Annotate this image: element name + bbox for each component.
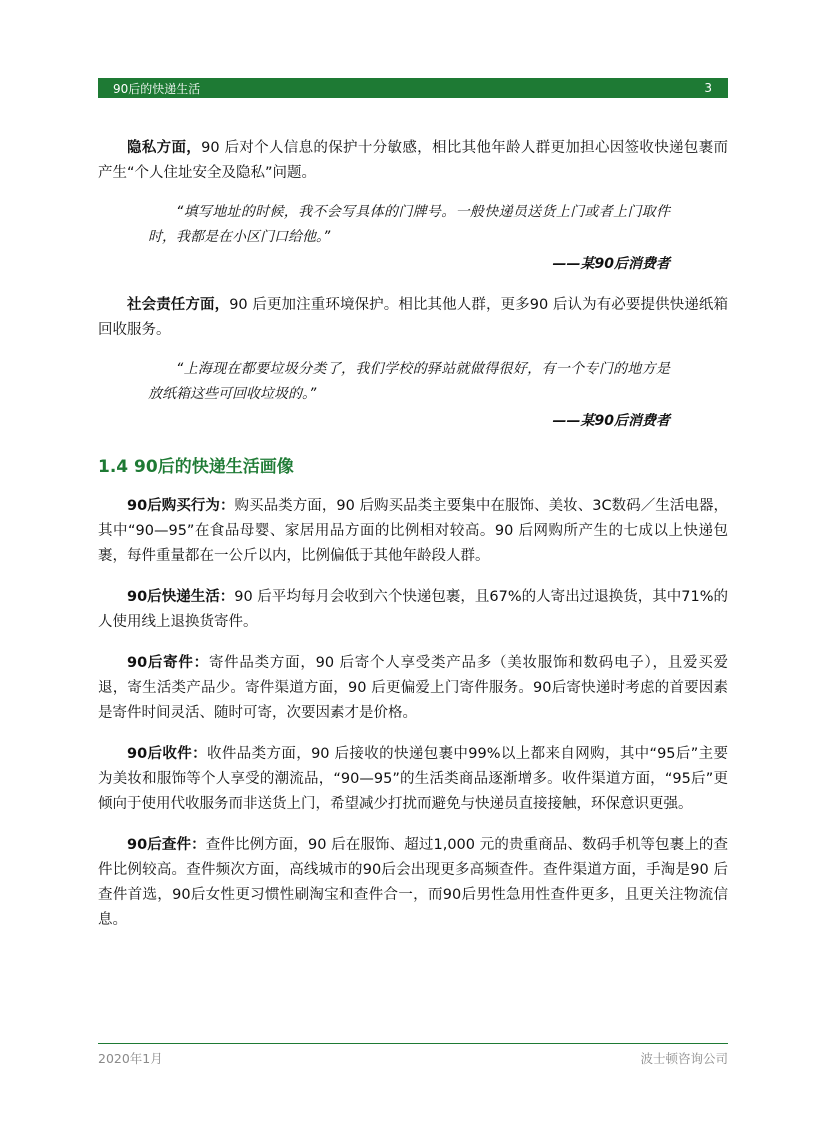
footer-divider [98, 1043, 728, 1044]
paragraph-buying [98, 494, 728, 569]
social-text: 90 后更加注重环境保护。相比其他人群，更多90 后认为有必要提供快递纸箱回收服务。 [98, 297, 728, 338]
footer-date: 2020年1月 [98, 1051, 163, 1066]
paragraph-text: 购买品类方面，90 后购买品类主要集中在服饰、美妆、3C数码／生活电器，其中“90—95”在食品母婴、家居用品方面的比例相对较高。90 后网购所产生的七成以上快递包裹，每件重量都在一公斤以内，比例偏低于其他年龄段人群。 [98, 498, 728, 564]
paragraph-text: 查件比例方面，90 后在服饰、超过1,000 元的贵重商品、数码手机等包裹上的查件比例较高。查件频次方面，高线城市的90后会出现更多高频查件。查件渠道方面，手淘是90 后查件首选，90后女性更习惯性刷淘宝和查件合一，而90后男性急用性查件更多，且更关注物流信息。 [98, 837, 728, 928]
social-lead: 社会责任方面， [127, 297, 230, 313]
header-bar [98, 78, 728, 98]
paragraph-text: 90 后平均每月会收到六个快递包裹，且67%的人寄出过退换货，其中71%的人使用线上退换货寄件。 [98, 589, 728, 630]
privacy-text: 90 后对个人信息的保护十分敏感，相比其他年龄人群更加担心因签收快递包裹而产生“个人住址安全及隐私”问题。 [98, 140, 729, 181]
paragraph-tracking [98, 833, 728, 933]
privacy-quote: “填写地址的时候，我不会写具体的门牌号。一般快递员送货上门或者上门取件时，我都是在小区门口给他。” [148, 204, 670, 245]
paragraph-sending [98, 651, 728, 726]
privacy-paragraph [98, 136, 728, 186]
social-paragraph [98, 293, 728, 343]
section-heading: 1.4 90后的快递生活画像 [98, 457, 294, 477]
paragraph-lead: 90后快递生活： [127, 589, 235, 605]
header-title: 90后的快递生活 [113, 81, 201, 96]
page-number: 3 [704, 81, 712, 95]
paragraph-lead: 90后收件： [127, 746, 208, 762]
paragraph-text: 寄件品类方面，90 后寄个人享受类产品多（美妆服饰和数码电子），且爱买爱退，寄生活类产品少。寄件渠道方面，90 后更偏爱上门寄件服务。90后寄快递时考虑的首要因素是寄件时间灵活、随时可寄，次要因素才是价格。 [98, 655, 728, 721]
privacy-lead: 隐私方面， [127, 140, 202, 156]
paragraph-express-life [98, 585, 728, 635]
paragraph-lead: 90后购买行为： [127, 498, 235, 514]
footer-company: 波士顿咨询公司 [640, 1051, 728, 1066]
social-attribution: ——某90后消费者 [552, 413, 670, 429]
paragraph-receiving [98, 742, 728, 817]
paragraph-lead: 90后查件： [127, 837, 206, 853]
social-quote: “上海现在都要垃圾分类了，我们学校的驿站就做得很好，有一个专门的地方是放纸箱这些可回收垃圾的。” [148, 361, 670, 402]
footer [98, 1049, 728, 1067]
page-content [98, 136, 728, 933]
privacy-attribution: ——某90后消费者 [552, 256, 670, 272]
paragraph-lead: 90后寄件： [127, 655, 209, 671]
paragraph-text: 收件品类方面，90 后接收的快递包裹中99%以上都来自网购，其中“95后”主要为美妆和服饰等个人享受的潮流品，“90—95”的生活类商品逐渐增多。收件渠道方面，“95后”更倾向于使用代收服务而非送货上门，希望减少打扰而避免与快递员直接接触，环保意识更强。 [98, 746, 728, 812]
